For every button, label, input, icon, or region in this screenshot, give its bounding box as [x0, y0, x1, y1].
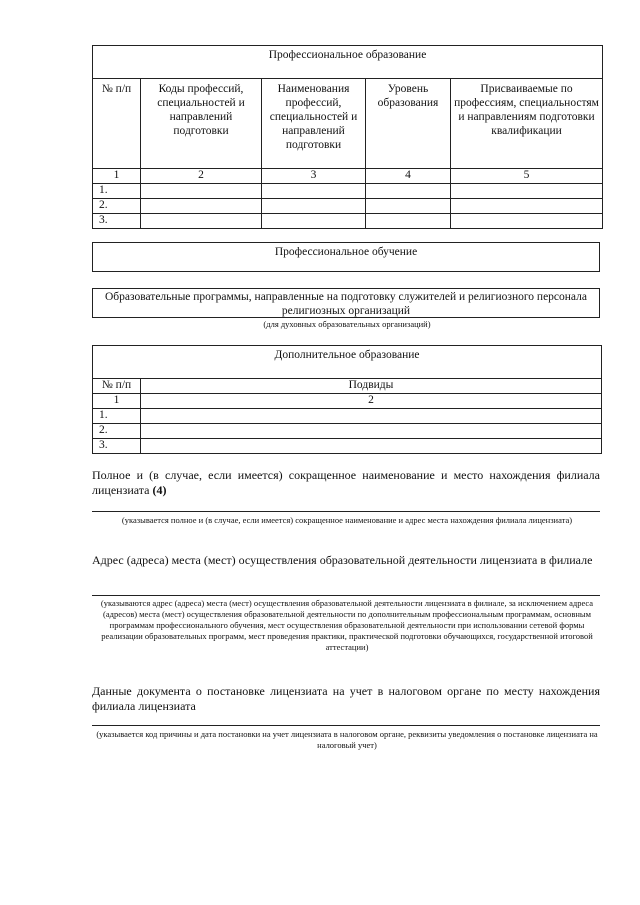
row-number: 3.: [93, 439, 141, 454]
column-header: Подвиды: [141, 379, 602, 394]
column-number: 1: [93, 169, 141, 184]
table-cell[interactable]: [141, 409, 602, 424]
tax-registration-caption: (указывается код причины и дата постановки на учет лицензиата в налоговом органе, реквизиты уведомления о постановке лицензиата на налоговый учет): [96, 729, 598, 750]
table-cell[interactable]: [141, 439, 602, 454]
row-number: 3.: [93, 214, 141, 229]
table-cell[interactable]: [366, 199, 451, 214]
table-cell[interactable]: [262, 214, 366, 229]
column-number: 4: [366, 169, 451, 184]
branch-name-caption: (указывается полное и (в случае, если имеется) сокращенное наименование и адрес места нахождения филиала лицензиата): [121, 515, 573, 525]
column-number: 2: [141, 169, 262, 184]
table-cell[interactable]: [451, 184, 603, 199]
column-number: 3: [262, 169, 366, 184]
table-cell[interactable]: [141, 424, 602, 439]
additional-education-table: [92, 345, 602, 454]
table-row: [93, 409, 602, 424]
tax-registration-label: Данные документа о постановке лицензиата на учет в налоговом органе по месту нахождения филиала лицензиата: [92, 684, 600, 713]
table-row: [93, 214, 603, 229]
fill-line[interactable]: [92, 595, 600, 596]
row-number: 1.: [93, 184, 141, 199]
table-cell[interactable]: [262, 184, 366, 199]
fill-line[interactable]: [92, 725, 600, 726]
table-cell[interactable]: [141, 199, 262, 214]
column-number: 5: [451, 169, 603, 184]
table-cell[interactable]: [141, 214, 262, 229]
column-header: Наименования профессий, специальностей и направлений подготовки: [262, 79, 366, 169]
column-number: 2: [141, 394, 602, 409]
table-row: [93, 424, 602, 439]
table-row: [93, 199, 603, 214]
fill-line[interactable]: [92, 511, 600, 512]
table-cell[interactable]: [451, 214, 603, 229]
table-cell[interactable]: [451, 199, 603, 214]
branch-address-caption: (указываются адрес (адреса) места (мест) осуществления образовательной деятельности лицензиата в филиале, за исключением адреса (адресов) места (мест) осуществления образовательной деятельности по дополнительным профессиональным программам, основным программам профессионального обучения, мест осуществления образовательной деятельности при использовании сетевой формы реализации образовательных программ, мест проведения практики, практической подготовки обучающихся, государственной итоговой аттестации): [100, 598, 594, 652]
column-header: № п/п: [93, 79, 141, 169]
table-row: [93, 439, 602, 454]
professional-training-box: Профессиональное обучение: [92, 242, 600, 272]
column-header: Присваиваемые по профессиям, специальностям и направлениям подготовки квалификации: [451, 79, 603, 169]
religious-programs-box: Образовательные программы, направленные на подготовку служителей и религиозного персонала религиозных организаций: [92, 288, 600, 318]
professional-education-table: [92, 45, 603, 229]
branch-name-text: Полное и (в случае, если имеется) сокращенное наименование и место нахождения филиала лицензиата: [92, 468, 600, 497]
row-number: 2.: [93, 424, 141, 439]
footnote-ref: (4): [152, 483, 167, 497]
column-header: Уровень образования: [366, 79, 451, 169]
column-header: Коды профессий, специальностей и направлений подготовки: [141, 79, 262, 169]
table-title: Дополнительное образование: [93, 346, 602, 379]
table-row: [93, 184, 603, 199]
column-number: 1: [93, 394, 141, 409]
table-cell[interactable]: [262, 199, 366, 214]
table-title: Профессиональное образование: [93, 46, 603, 79]
branch-address-label: Адрес (адреса) места (мест) осуществления образовательной деятельности лицензиата в филиале: [92, 553, 593, 567]
table-cell[interactable]: [366, 214, 451, 229]
table-cell[interactable]: [141, 184, 262, 199]
row-number: 1.: [93, 409, 141, 424]
branch-name-label: [92, 468, 600, 498]
row-number: 2.: [93, 199, 141, 214]
table-cell[interactable]: [366, 184, 451, 199]
religious-note: (для духовных образовательных организаций): [263, 319, 431, 329]
column-header: № п/п: [93, 379, 141, 394]
